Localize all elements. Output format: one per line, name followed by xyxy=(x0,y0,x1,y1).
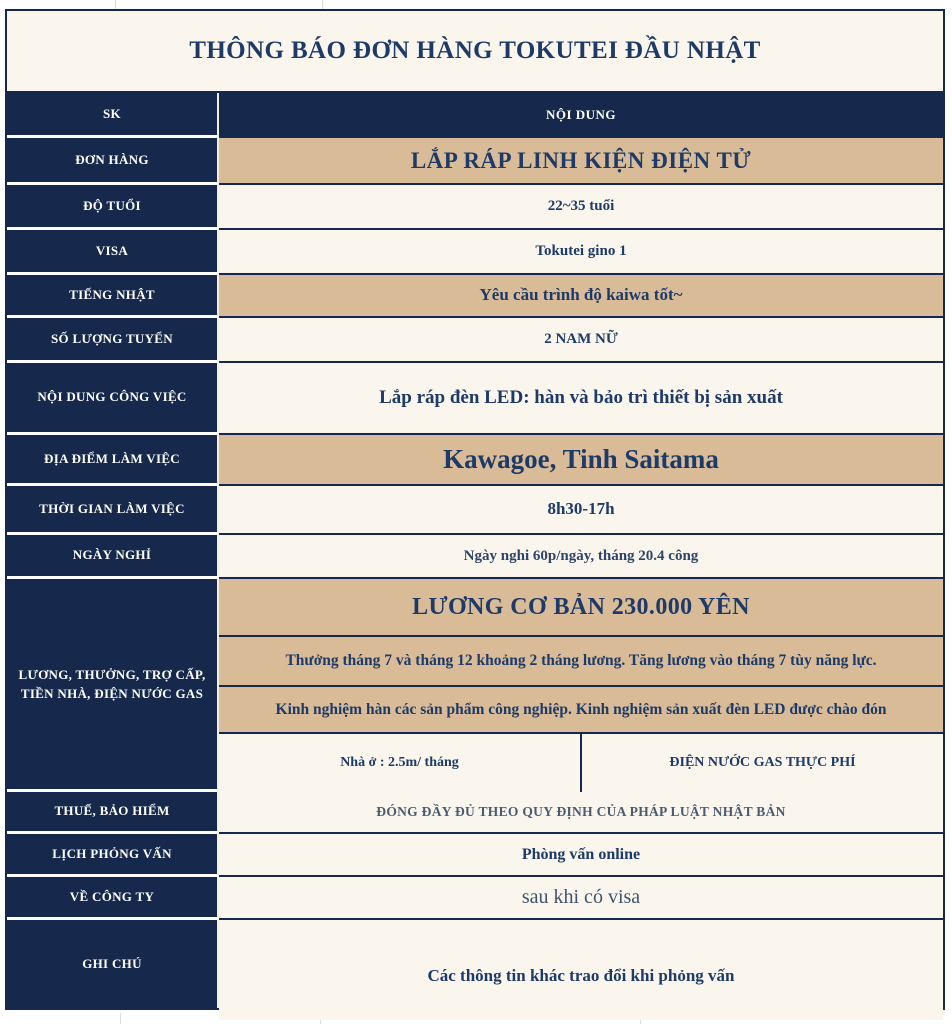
utilities-cost-cell: ĐIỆN NƯỚC GAS THỰC PHÍ xyxy=(580,734,943,792)
row-value-ve-cong-ty: sau khi có visa xyxy=(219,877,943,920)
salary-label-text: LƯƠNG, THƯỞNG, TRỢ CẤP, TIỀN NHÀ, ĐIỆN NƯỚC GAS xyxy=(18,666,206,701)
document-title-row xyxy=(7,11,943,93)
row-value-ghi-chu: Các thông tin khác trao đổi khi phỏng vấn xyxy=(219,932,943,1020)
row-value-dia-diem-lam-viec: Kawagoe, Tinh Saitama xyxy=(219,435,943,486)
table-row-noi-dung-cong-viec xyxy=(7,363,943,435)
row-value-visa: Tokutei gino 1 xyxy=(219,230,943,275)
row-label-thue-bao-hiem: THUẾ, BẢO HIỂM xyxy=(7,792,219,834)
spreadsheet-gridline xyxy=(115,0,116,9)
salary-experience-row: Kinh nghiệm hàn các sản phẩm công nghiệp. Kinh nghiệm sản xuất đèn LED được chào đón xyxy=(219,687,943,734)
row-label-tieng-nhat: TIẾNG NHẬT xyxy=(7,275,219,318)
row-label-dia-diem-lam-viec: ĐỊA ĐIỂM LÀM VIỆC xyxy=(7,435,219,486)
table-row-so-luong-tuyen xyxy=(7,318,943,363)
table-row-thue-bao-hiem xyxy=(7,792,943,834)
row-value-noi-dung-cong-viec: Lắp ráp đèn LED: hàn và bảo trì thiết bị sản xuất xyxy=(219,363,943,435)
salary-bonus-row: Thưởng tháng 7 và tháng 12 khoảng 2 tháng lương. Tăng lương vào tháng 7 tùy năng lực. xyxy=(219,637,943,687)
salary-housing-utilities-row xyxy=(219,734,943,792)
table-row-ngay-nghi xyxy=(7,535,943,579)
table-row-thoi-gian-lam-viec xyxy=(7,486,943,535)
row-label-ngay-nghi: NGÀY NGHỈ xyxy=(7,535,219,579)
spreadsheet-gridline xyxy=(120,1013,121,1024)
job-order-notice-table xyxy=(5,9,945,1010)
row-label-lich-phong-van: LỊCH PHỎNG VẤN xyxy=(7,834,219,877)
row-label-thoi-gian-lam-viec: THỜI GIAN LÀM VIỆC xyxy=(7,486,219,535)
table-row-don-hang xyxy=(7,138,943,185)
header-cell-noi-dung: NỘI DUNG xyxy=(219,93,943,138)
row-value-thoi-gian-lam-viec: 8h30-17h xyxy=(219,486,943,535)
table-row-dia-diem-lam-viec xyxy=(7,435,943,486)
row-label-luong-thuong-tro-cap xyxy=(7,579,219,792)
table-row-ve-cong-ty xyxy=(7,877,943,920)
salary-subrows xyxy=(219,579,943,792)
document-title: THÔNG BÁO ĐƠN HÀNG TOKUTEI ĐẦU NHẬT xyxy=(189,37,761,64)
row-value-tieng-nhat: Yêu cầu trình độ kaiwa tốt~ xyxy=(219,275,943,318)
salary-base-row: LƯƠNG CƠ BẢN 230.000 YÊN xyxy=(219,579,943,637)
table-row-tieng-nhat xyxy=(7,275,943,318)
row-label-do-tuoi: ĐỘ TUỔI xyxy=(7,185,219,230)
row-value-lich-phong-van: Phòng vấn online xyxy=(219,834,943,877)
row-label-visa: VISA xyxy=(7,230,219,275)
row-label-ghi-chu: GHI CHÚ xyxy=(7,920,219,1008)
table-row-luong-thuong-tro-cap xyxy=(7,579,943,792)
table-row-lich-phong-van xyxy=(7,834,943,877)
header-cell-sk: SK xyxy=(7,93,219,138)
row-value-so-luong-tuyen: 2 NAM NỮ xyxy=(219,318,943,363)
row-value-don-hang: LẮP RÁP LINH KIỆN ĐIỆN TỬ xyxy=(219,138,943,185)
spreadsheet-gridline xyxy=(322,0,323,9)
row-label-noi-dung-cong-viec: NỘI DUNG CÔNG VIỆC xyxy=(7,363,219,435)
row-label-so-luong-tuyen: SỐ LƯỢNG TUYỂN xyxy=(7,318,219,363)
table-header-row xyxy=(7,93,943,138)
table-row-visa xyxy=(7,230,943,275)
row-label-don-hang: ĐƠN HÀNG xyxy=(7,138,219,185)
row-label-ve-cong-ty: VỀ CÔNG TY xyxy=(7,877,219,920)
row-value-ngay-nghi: Ngày nghi 60p/ngày, tháng 20.4 công xyxy=(219,535,943,579)
table-row-do-tuoi xyxy=(7,185,943,230)
table-row-ghi-chu xyxy=(7,920,943,1008)
housing-cost-cell: Nhà ở : 2.5m/ tháng xyxy=(340,755,459,770)
row-value-thue-bao-hiem: ĐÓNG ĐẦY ĐỦ THEO QUY ĐỊNH CỦA PHÁP LUẬT NHẬT BẢN xyxy=(219,792,943,834)
row-value-do-tuoi: 22~35 tuổi xyxy=(219,185,943,230)
